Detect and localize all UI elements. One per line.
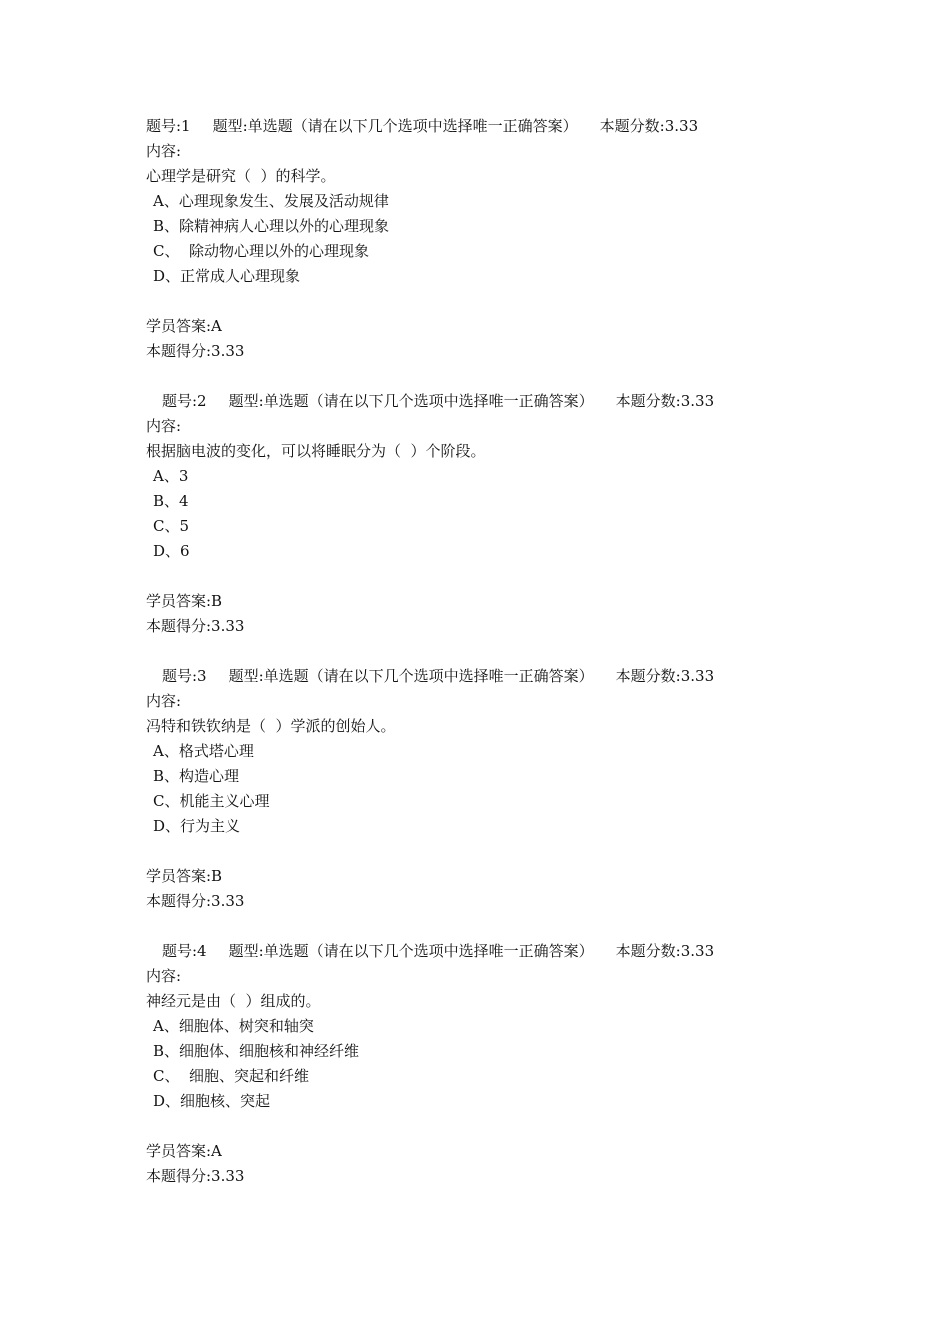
option-a: A、格式塔心理 [153, 742, 254, 760]
spacer [146, 364, 866, 389]
option-b: B、构造心理 [153, 767, 240, 785]
question-number: 题号:3 [162, 667, 207, 685]
earned-score: 本题得分:3.33 [146, 1167, 245, 1185]
question-stem: 神经元是由（ ）组成的。 [146, 992, 321, 1010]
question-score: 本题分数:3.33 [615, 667, 715, 685]
question-stem: 冯特和铁钦纳是（ ）学派的创始人。 [146, 717, 396, 735]
document-page [146, 114, 866, 1189]
student-answer: 学员答案:A [146, 317, 222, 335]
question-header [146, 389, 866, 414]
question-type: 题型:单选题（请在以下几个选项中选择唯一正确答案） [228, 667, 594, 685]
question-4 [146, 939, 866, 1189]
spacer [146, 914, 866, 939]
question-header [146, 939, 866, 964]
question-number: 题号:2 [162, 392, 207, 410]
question-3 [146, 664, 866, 914]
option-d: D、细胞核、突起 [153, 1092, 271, 1110]
student-answer: 学员答案:B [146, 592, 223, 610]
question-type: 题型:单选题（请在以下几个选项中选择唯一正确答案） [228, 392, 594, 410]
spacer [146, 1114, 866, 1139]
option-a: A、3 [153, 467, 189, 485]
option-c: C、机能主义心理 [153, 792, 270, 810]
option-c: C、5 [153, 517, 190, 535]
student-answer: 学员答案:A [146, 1142, 222, 1160]
question-score: 本题分数:3.33 [615, 392, 715, 410]
question-header [146, 664, 866, 689]
spacer [146, 639, 866, 664]
option-d: D、正常成人心理现象 [153, 267, 301, 285]
question-type: 题型:单选题（请在以下几个选项中选择唯一正确答案） [212, 117, 578, 135]
option-b: B、除精神病人心理以外的心理现象 [153, 217, 390, 235]
question-number: 题号:4 [162, 942, 207, 960]
earned-score: 本题得分:3.33 [146, 892, 245, 910]
option-b: B、4 [153, 492, 189, 510]
option-d: D、行为主义 [153, 817, 241, 835]
question-score: 本题分数:3.33 [615, 942, 715, 960]
question-1 [146, 114, 866, 364]
option-c: C、 细胞、突起和纤维 [153, 1067, 310, 1085]
content-label: 内容: [146, 142, 182, 160]
question-number: 题号:1 [146, 117, 191, 135]
option-d: D、6 [153, 542, 190, 560]
earned-score: 本题得分:3.33 [146, 342, 245, 360]
question-type: 题型:单选题（请在以下几个选项中选择唯一正确答案） [228, 942, 594, 960]
question-stem: 根据脑电波的变化，可以将睡眠分为（ ）个阶段。 [146, 442, 486, 460]
question-stem: 心理学是研究（ ）的科学。 [146, 167, 336, 185]
question-score: 本题分数:3.33 [599, 117, 699, 135]
option-b: B、细胞体、细胞核和神经纤维 [153, 1042, 360, 1060]
option-a: A、心理现象发生、发展及活动规律 [153, 192, 389, 210]
content-label: 内容: [146, 967, 182, 985]
question-header [146, 114, 866, 139]
option-c: C、 除动物心理以外的心理现象 [153, 242, 370, 260]
spacer [146, 564, 866, 589]
spacer [146, 839, 866, 864]
option-a: A、细胞体、树突和轴突 [153, 1017, 314, 1035]
student-answer: 学员答案:B [146, 867, 223, 885]
content-label: 内容: [146, 417, 182, 435]
content-label: 内容: [146, 692, 182, 710]
earned-score: 本题得分:3.33 [146, 617, 245, 635]
question-2 [146, 389, 866, 639]
spacer [146, 289, 866, 314]
